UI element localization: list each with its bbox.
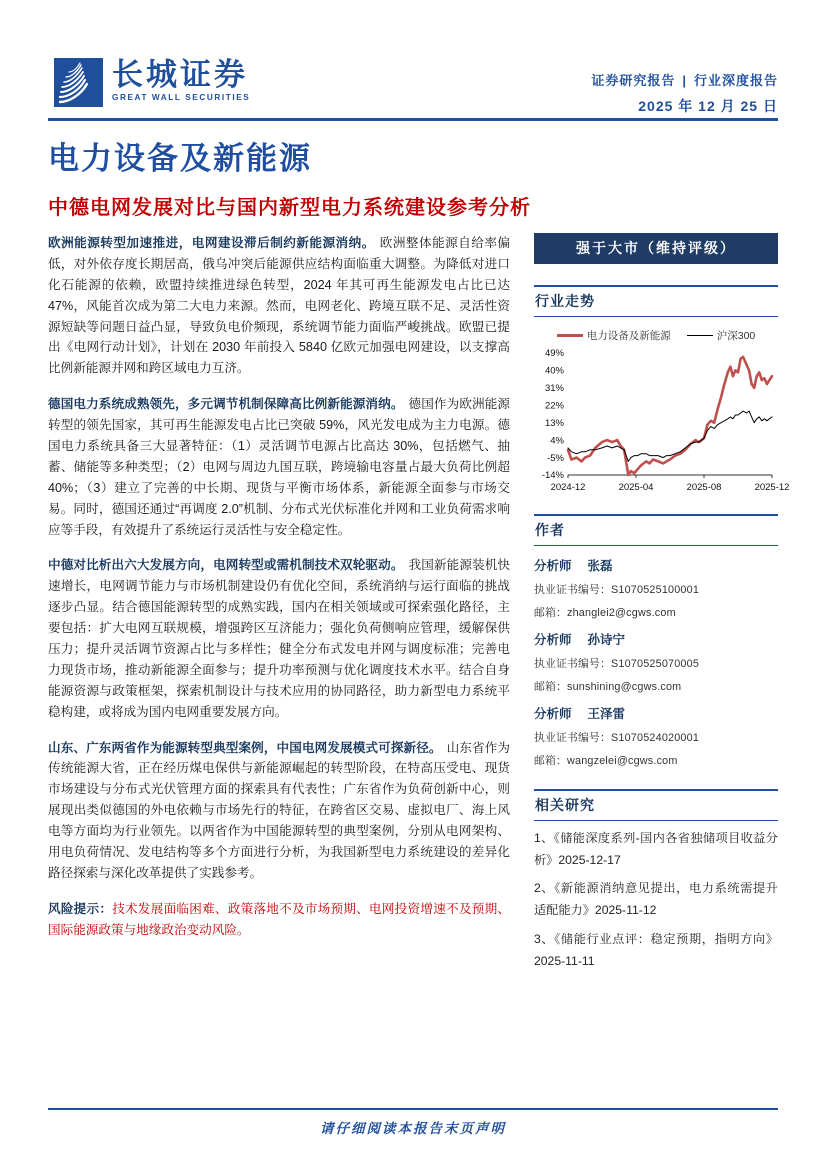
svg-text:2025-12: 2025-12	[754, 482, 790, 493]
related-section-title: 相关研究	[534, 789, 778, 821]
header-divider-rule	[48, 118, 778, 121]
paragraph-body: 我国新能源装机快速增长，电网调节能力与市场机制建设仍有优化空间，系统消纳与运行面临的挑战逐步凸显。结合德国能源转型的成熟实践，国内在相关领域或可探索强化路径，主要包括：扩大电网互联规模，增强跨区互济能力；强化负荷侧响应管理，缓解保供压力；提升灵活调节资源占比与多样性；健全分布式发电并网与调度标准；完善电力现货市场，推动新能源全面参与；提升功率预测与优化调度技术水平。结合自身能源资源与政策框架，探索机制设计与技术应用的协同路径，助力新型电力系统平稳构建，或将成为国内电网重要发展方向。	[48, 558, 511, 719]
legend-label: 沪深300	[716, 330, 756, 342]
rating-badge: 强于大市（维持评级）	[534, 233, 778, 264]
authors-section	[534, 514, 778, 768]
brand-name-en: GREAT WALL SECURITIES	[112, 93, 251, 103]
paragraph-lead: 中德对比析出六大发展方向，电网转型或需机制技术双轮驱动。	[48, 558, 404, 573]
report-subtype: 行业深度报告	[693, 73, 778, 88]
svg-text:49%: 49%	[544, 348, 564, 360]
email-label: 邮箱：	[534, 681, 567, 693]
cert-label: 执业证书编号：	[534, 658, 611, 670]
sidebar	[534, 233, 790, 972]
svg-text:40%: 40%	[544, 365, 564, 377]
svg-text:31%: 31%	[544, 383, 564, 395]
email-value: zhanglei2@cgws.com	[567, 607, 676, 619]
paragraph-body: 德国作为欧洲能源转型的领先国家，其可再生能源发电占比已突破 59%，风光发电成为主力电源。德国电力系统具备三大显著特征：（1）灵活调节电源占比高达 30%，包括燃气、抽蓄、储能等多种类型；（2）电网与周边九国互联，跨境输电容量占最大负荷比例超 40%；（3）建立了完善的中长期、现货与平衡市场体系，新能源全面参与市场交易。同时，德国还通过“再调度 2.0”机制、分布式光伏标准化并网和工业负荷需求响应等手段，有效提升了系统运行灵活性与安全稳定性。	[48, 397, 511, 537]
paragraph-body: 山东省作为传统能源大省，正在经历煤电保供与新能源崛起的转型阶段，在特高压受电、现货市场建设与分布式光伏管理方面的探索具有代表性；广东省作为负荷创新中心，则展现出类似德国的外电依赖与市场先行的特征，在跨省区交易、虚拟电厂、海上风电等方面均为行业领先。以两省作为中国能源转型的典型案例，分别从电网架构、用电负荷情况、发电结构等多个方面进行分析，为我国新型电力系统建设的差异化路径探索与深化改革提供了实践参考。	[48, 740, 511, 880]
svg-text:4%: 4%	[550, 435, 564, 447]
author-name-line	[534, 630, 778, 648]
author-cert-line	[534, 656, 778, 671]
svg-text:13%: 13%	[544, 417, 564, 429]
svg-text:2025-04: 2025-04	[618, 482, 654, 493]
author-name: 张磊	[587, 559, 613, 573]
author-role: 分析师	[534, 707, 572, 721]
email-value: sunshining@cgws.com	[567, 681, 682, 693]
black-line-swatch-icon	[687, 335, 713, 336]
paragraph-body: 欧洲整体能源自给率偏低，对外依存度长期居高，俄乌冲突后能源供应结构面临重大调整。为降低对进口化石能源的依赖，欧盟持续推进绿色转型，2024 年其可再生能源发电占比已达 47%，风能首次成为第二大电力来源。然而，电网老化、跨境互联不足、灵活性资源短缺等问题日益凸显，导致负电价频现，系统调节能力面临严峻挑战。欧盟已提出《电网行动计划》，计划在 2030 年前投入 5840 亿欧元加强电网建设，以支撑高比例新能源并网和跨区域电力互济。	[48, 236, 511, 376]
svg-text:2025-08: 2025-08	[686, 482, 722, 493]
divider: |	[682, 73, 687, 88]
brand-logo	[54, 58, 250, 107]
paragraph-lead: 德国电力系统成熟领先，多元调节机制保障高比例新能源消纳。	[48, 397, 404, 412]
author-name-line	[534, 704, 778, 722]
paragraph-lead: 山东、广东两省作为能源转型典型案例，中国电网发展模式可探新径。	[48, 740, 442, 755]
related-research-section	[534, 789, 778, 972]
report-subtitle: 中德电网发展对比与国内新型电力系统建设参考分析	[48, 197, 531, 219]
author-name: 孙诗宁	[587, 633, 626, 647]
footer-divider-rule	[48, 1108, 778, 1110]
author-role: 分析师	[534, 633, 572, 647]
svg-text:22%: 22%	[544, 400, 564, 412]
report-type: 证券研究报告	[591, 73, 676, 88]
email-value: wangzelei@cgws.com	[567, 755, 678, 767]
report-date: 2025 年 12 月 25 日	[638, 98, 778, 114]
related-research-item: 3、《储能行业点评：稳定预期，指明方向》2025-11-11	[534, 931, 778, 968]
trend-line-chart	[534, 347, 790, 493]
author-cert-line	[534, 582, 778, 597]
brand-text	[112, 58, 250, 102]
cert-number: S1070525070005	[610, 658, 700, 670]
svg-text:-5%: -5%	[547, 452, 564, 464]
content-area	[48, 233, 790, 972]
author-entry	[534, 556, 778, 620]
author-role: 分析师	[534, 559, 572, 573]
page-title: 电力设备及新能源	[48, 141, 312, 176]
cert-number: S1070524020001	[610, 732, 700, 744]
authors-section-title: 作者	[534, 514, 778, 546]
author-entry	[534, 704, 778, 768]
paragraph-lead: 欧洲能源转型加速推进，电网建设滞后制约新能源消纳。	[48, 236, 375, 250]
email-label: 邮箱：	[534, 607, 567, 619]
industry-trend-section	[534, 285, 790, 493]
cert-number: S1070525100001	[610, 584, 700, 596]
brand-name-cn: 长城证券	[112, 57, 248, 93]
cert-label: 执业证书编号：	[534, 732, 611, 744]
red-line-swatch-icon	[557, 334, 583, 337]
legend-item-industry	[557, 328, 671, 343]
author-name-line	[534, 556, 778, 574]
svg-text:2024-12: 2024-12	[550, 482, 586, 493]
related-research-item: 1、《储能深度系列-国内各省独储项目收益分析》2025-12-17	[534, 831, 778, 867]
svg-text:-14%: -14%	[541, 470, 564, 482]
header-meta	[591, 70, 778, 116]
summary-paragraph	[48, 738, 510, 884]
report-type-line	[591, 70, 778, 89]
email-label: 邮箱：	[534, 755, 567, 767]
trend-chart-container	[534, 347, 790, 493]
legend-item-index	[687, 328, 756, 343]
related-research-item: 2、《新能源消纳意见提出，电力系统需提升适配能力》2025-11-12	[534, 881, 778, 918]
author-email-line	[534, 679, 778, 694]
summary-column	[48, 233, 510, 972]
author-cert-line	[534, 730, 778, 745]
greatwall-logo-icon	[54, 58, 103, 107]
cert-label: 执业证书编号：	[534, 584, 611, 596]
author-name: 王泽雷	[587, 707, 626, 721]
author-entry	[534, 630, 778, 694]
summary-paragraph	[48, 394, 510, 540]
summary-paragraph	[48, 233, 510, 379]
risk-label: 风险提示：	[48, 901, 113, 916]
footer-disclaimer: 请仔细阅读本报告末页声明	[320, 1121, 506, 1136]
author-email-line	[534, 605, 778, 620]
risk-text: 技术发展面临困难、政策落地不及市场预期、电网投资增速不及预期、国际能源政策与地缘政治变动风险。	[48, 901, 511, 937]
risk-warning	[48, 899, 510, 941]
chart-legend	[534, 328, 778, 343]
trend-section-title: 行业走势	[534, 285, 778, 317]
legend-label: 电力设备及新能源	[586, 330, 671, 342]
author-email-line	[534, 753, 778, 768]
summary-paragraph	[48, 555, 510, 722]
